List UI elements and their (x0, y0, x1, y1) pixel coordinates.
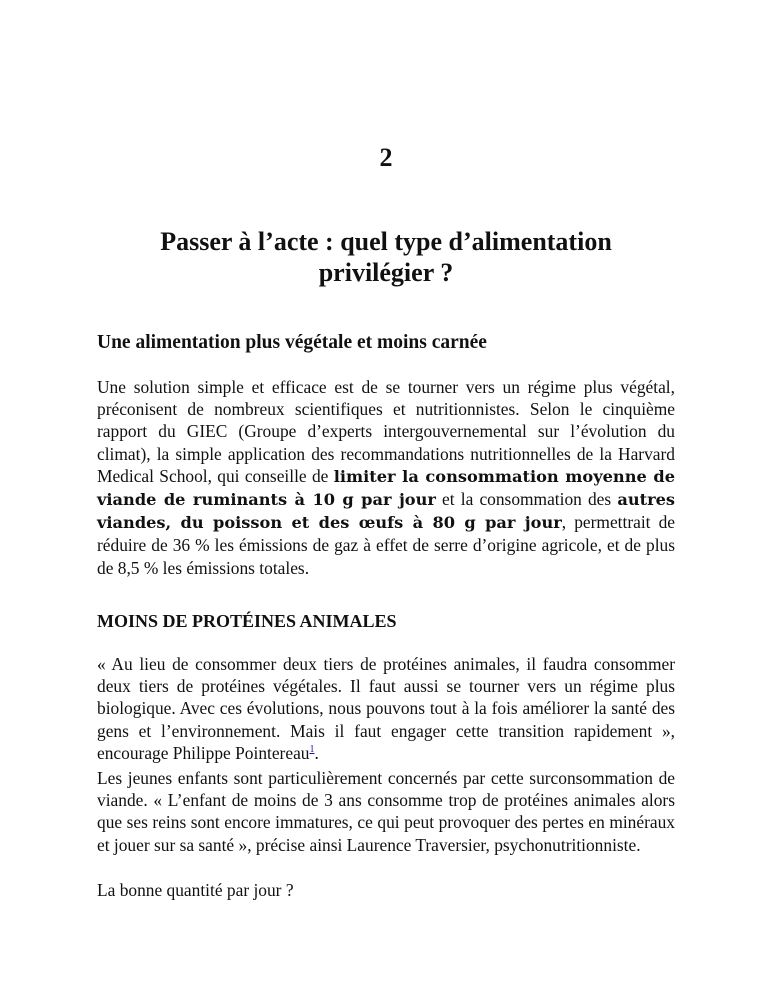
paragraph-text: et la consommation des (435, 489, 618, 510)
paragraph-text: , permettrait de réduire de 36 % les émissions de gaz à effet de serre d’origine agricole, et de plus de 8,5 % les émissions totales. (97, 512, 676, 578)
quote-end: . (314, 742, 319, 763)
bold-emphasis: autres viandes, du poisson et des œufs à 80 g par jour (97, 490, 676, 533)
subsection-heading: MOINS DE PROTÉINES ANIMALES (97, 611, 397, 631)
chapter-number: 2 (379, 143, 393, 172)
bold-emphasis: limiter la consommation moyenne de viande de ruminants à 10 g par jour (97, 466, 675, 510)
body-paragraph (97, 376, 675, 579)
quote-paragraph (97, 653, 675, 764)
body-paragraph: La bonne quantité par jour ? (97, 880, 294, 900)
footnote-link[interactable]: 1 (309, 744, 315, 756)
quote-text: « Au lieu de consommer deux tiers de protéines animales, il faudra consommer deux tiers de protéines végétales. Il faut aussi se tourner vers un régime plus biologique. Avec ces évolutions, nous pouvons tout à la fois améliorer la santé des gens et l’environnement. Mais il faut engager cette transition rapidement », encourage Philippe Pointereau (97, 654, 675, 763)
body-paragraph: Les jeunes enfants sont particulièrement concernés par cette surconsommation de viande. « L’enfant de moins de 3 ans consomme trop de protéines animales alors que ses reins sont encore immatures, ce qui peut provoquer des pertes en minéraux et jouer sur sa santé », précise ainsi Laurence Traversier, psychonutritionniste. (97, 768, 675, 855)
chapter-title: Passer à l’acte : quel type d’alimentation privilégier ? (160, 227, 612, 287)
paragraph-text: Une solution simple et efficace est de se tourner vers un régime plus végétal, préconisent de nombreux scientifiques et nutritionnistes. Selon le cinquième rapport du GIEC (Groupe d’experts intergouvernemental sur l’évolution du climat), la simple application des recommandations nutritionnelles de la Harvard Medical School, qui conseille de (97, 377, 675, 486)
section-heading: Une alimentation plus végétale et moins carnée (97, 332, 487, 353)
